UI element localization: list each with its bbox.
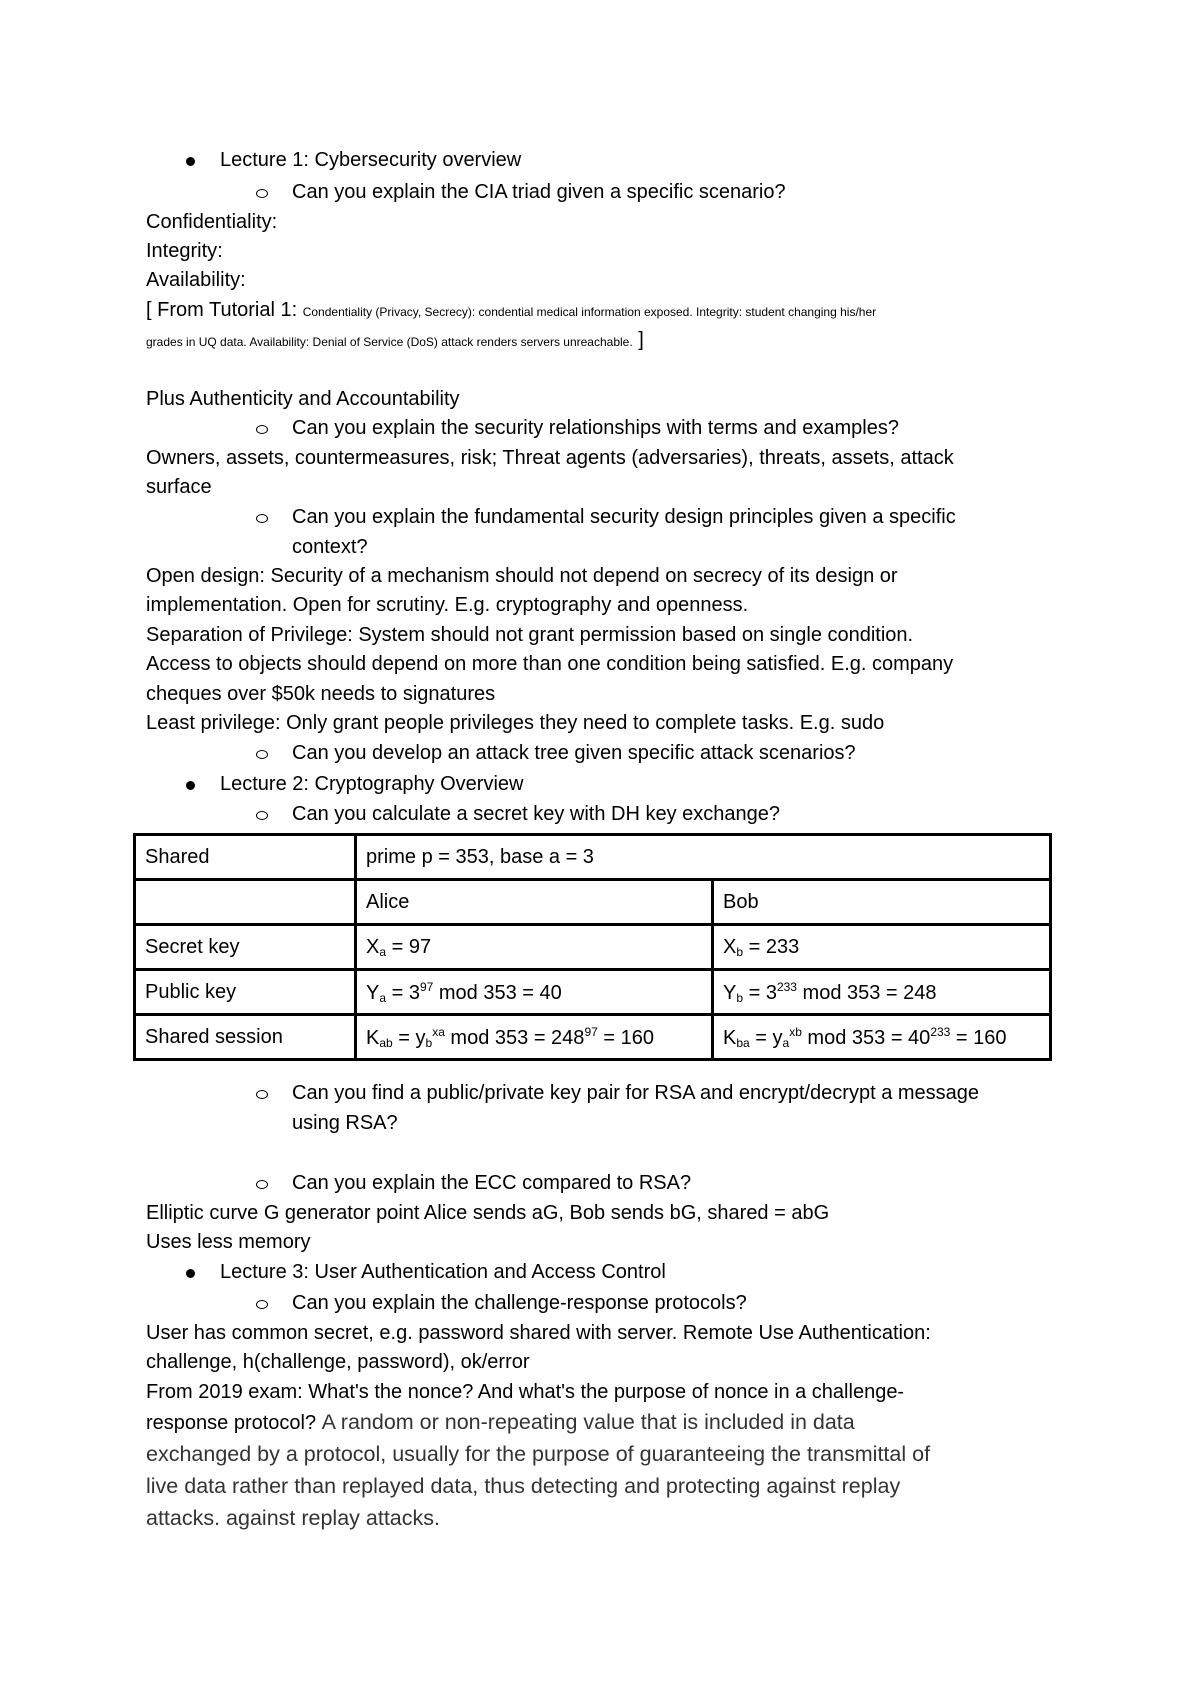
- bob-session-cell: [713, 1015, 1051, 1060]
- bullet-circle-icon: [256, 1090, 268, 1099]
- bullet-circle-icon: [256, 189, 268, 198]
- bob-header-cell: Bob: [713, 880, 1051, 925]
- tutorial-text-1: Condentiality (Privacy, Secrecy): condential medical information exposed. Integrity: student changing his/her: [302, 305, 877, 319]
- lecture1-heading: Lecture 1: Cybersecurity overview: [220, 149, 522, 171]
- bob-secret-var: X: [723, 935, 737, 958]
- bob-session-result: = 160: [950, 1026, 1007, 1049]
- availability-label: Availability:: [146, 269, 246, 291]
- alice-public-result: mod 353 = 40: [433, 981, 562, 1004]
- plus-aa-text: Plus Authenticity and Accountability: [146, 388, 460, 410]
- q-cia-text: Can you explain the CIA triad given a specific scenario?: [292, 181, 786, 203]
- nonce-line-2: [146, 1406, 855, 1438]
- dh-table: [133, 833, 1052, 1061]
- q-principles-text-2: context?: [292, 536, 368, 558]
- separation-line-2: Access to objects should depend on more than one condition being satisfied. E.g. company: [146, 653, 954, 675]
- tutorial-note-line-1: [146, 298, 876, 324]
- alice-session-var: K: [366, 1026, 380, 1049]
- bob-secret-cell: [713, 925, 1051, 970]
- separation-line-3: cheques over $50k needs to signatures: [146, 683, 496, 705]
- relationships-line-1: Owners, assets, countermeasures, risk; Threat agents (adversaries), threats, assets, attack: [146, 447, 954, 469]
- bullet-dot-icon: [186, 781, 195, 790]
- open-design-line-1: Open design: Security of a mechanism should not depend on secrecy of its design or: [146, 565, 898, 587]
- q-rsa-text-1: Can you find a public/private key pair for RSA and encrypt/decrypt a message: [292, 1082, 980, 1104]
- alice-header-cell: Alice: [356, 880, 713, 925]
- bullet-circle-icon: [256, 1180, 268, 1189]
- q-relationships-text: Can you explain the security relationships with terms and examples?: [292, 417, 899, 439]
- bob-public-exp: 233: [776, 979, 797, 994]
- bullet-circle-icon: [256, 425, 268, 434]
- q-ecc-text: Can you explain the ECC compared to RSA?: [292, 1172, 692, 1194]
- bob-session-y-sub: a: [782, 1035, 790, 1050]
- alice-secret-var: X: [366, 935, 380, 958]
- alice-public-var: Y: [366, 981, 380, 1004]
- bob-session-exp: 233: [930, 1024, 951, 1039]
- bob-public-cell: [713, 970, 1051, 1015]
- tutorial-text-2: grades in UQ data. Availability: Denial of Service (DoS) attack renders servers unreachable.: [146, 335, 633, 349]
- shared-value-cell: prime p = 353, base a = 3: [356, 835, 1051, 880]
- tutorial-open: [ From Tutorial 1:: [146, 299, 303, 321]
- alice-secret-cell: [356, 925, 713, 970]
- table-row: [135, 970, 1051, 1015]
- public-key-label-cell: Public key: [135, 970, 356, 1015]
- nonce-answer-3: live data rather than replayed data, thus detecting and protecting against replay: [146, 1474, 901, 1498]
- tutorial-note-line-2: [146, 328, 644, 354]
- ecc-line: Elliptic curve G generator point Alice sends aG, Bob sends bG, shared = abG: [146, 1202, 830, 1224]
- nonce-answer-1: A random or non-repeating value that is included in data: [321, 1410, 855, 1434]
- nonce-question-part-2: response protocol?: [146, 1412, 322, 1434]
- bob-session-y-exp: xb: [789, 1024, 802, 1039]
- bob-session-var: K: [723, 1026, 737, 1049]
- alice-secret-value: = 97: [386, 935, 432, 958]
- nonce-question-line-1: From 2019 exam: What's the nonce? And what's the purpose of nonce in a challenge-: [146, 1381, 905, 1403]
- q-attack-tree-text: Can you develop an attack tree given specific attack scenarios?: [292, 742, 856, 764]
- alice-session-exp: 97: [584, 1024, 598, 1039]
- alice-public-sub: a: [379, 990, 387, 1005]
- shared-session-label-cell: Shared session: [135, 1015, 356, 1060]
- bob-session-sub: ba: [736, 1035, 750, 1050]
- alice-session-y-exp: xa: [432, 1024, 445, 1039]
- table-row: [135, 925, 1051, 970]
- bullet-circle-icon: [256, 1300, 268, 1309]
- tutorial-close: ]: [632, 329, 644, 351]
- bullet-dot-icon: [186, 1269, 195, 1278]
- relationships-line-2: surface: [146, 476, 212, 498]
- bob-secret-sub: b: [736, 944, 744, 959]
- bob-public-var: Y: [723, 981, 737, 1004]
- q-principles-text-1: Can you explain the fundamental security design principles given a specific: [292, 506, 956, 528]
- q-rsa-text-2: using RSA?: [292, 1112, 398, 1134]
- bob-public-result: mod 353 = 248: [796, 981, 937, 1004]
- integrity-label: Integrity:: [146, 240, 223, 262]
- lecture3-heading: Lecture 3: User Authentication and Access Control: [220, 1261, 666, 1283]
- alice-session-sub: ab: [379, 1035, 393, 1050]
- alice-session-result: = 160: [597, 1026, 654, 1049]
- bob-secret-value: = 233: [743, 935, 800, 958]
- q-challenge-text: Can you explain the challenge-response protocols?: [292, 1292, 747, 1314]
- table-row: [135, 880, 1051, 925]
- open-design-line-2: implementation. Open for scrutiny. E.g. cryptography and openness.: [146, 594, 749, 616]
- lecture2-heading: Lecture 2: Cryptography Overview: [220, 773, 524, 795]
- bob-public-sub: b: [736, 990, 744, 1005]
- table-row: [135, 1015, 1051, 1060]
- challenge-response-line-1: User has common secret, e.g. password shared with server. Remote Use Authentication:: [146, 1322, 931, 1344]
- nonce-answer-4: attacks. against replay attacks.: [146, 1506, 440, 1530]
- alice-secret-sub: a: [379, 944, 387, 959]
- q-dh-text: Can you calculate a secret key with DH key exchange?: [292, 803, 781, 825]
- bob-session-y: = y: [749, 1026, 783, 1049]
- shared-label-cell: Shared: [135, 835, 356, 880]
- ecc-memory-line: Uses less memory: [146, 1231, 311, 1253]
- table-row: [135, 835, 1051, 880]
- challenge-response-line-2: challenge, h(challenge, password), ok/error: [146, 1351, 530, 1373]
- separation-line-1: Separation of Privilege: System should not grant permission based on single condition.: [146, 624, 914, 646]
- bullet-dot-icon: [186, 157, 195, 166]
- nonce-answer-2: exchanged by a protocol, usually for the purpose of guaranteeing the transmittal of: [146, 1442, 931, 1466]
- alice-public-cell: [356, 970, 713, 1015]
- alice-session-y-sub: b: [425, 1035, 433, 1050]
- empty-header-cell: [135, 880, 356, 925]
- alice-session-cell: [356, 1015, 713, 1060]
- least-privilege-line: Least privilege: Only grant people privileges they need to complete tasks. E.g. sudo: [146, 712, 885, 734]
- bullet-circle-icon: [256, 514, 268, 523]
- bullet-circle-icon: [256, 811, 268, 820]
- bob-session-mod: mod 353 = 40: [801, 1026, 931, 1049]
- bob-public-base: = 3: [743, 981, 777, 1004]
- alice-public-exp: 97: [419, 979, 434, 994]
- alice-public-base: = 3: [386, 981, 420, 1004]
- alice-session-mod: mod 353 = 248: [444, 1026, 585, 1049]
- secret-key-label-cell: Secret key: [135, 925, 356, 970]
- confidentiality-label: Confidentiality:: [146, 211, 278, 233]
- alice-session-y: = y: [392, 1026, 426, 1049]
- bullet-circle-icon: [256, 750, 268, 759]
